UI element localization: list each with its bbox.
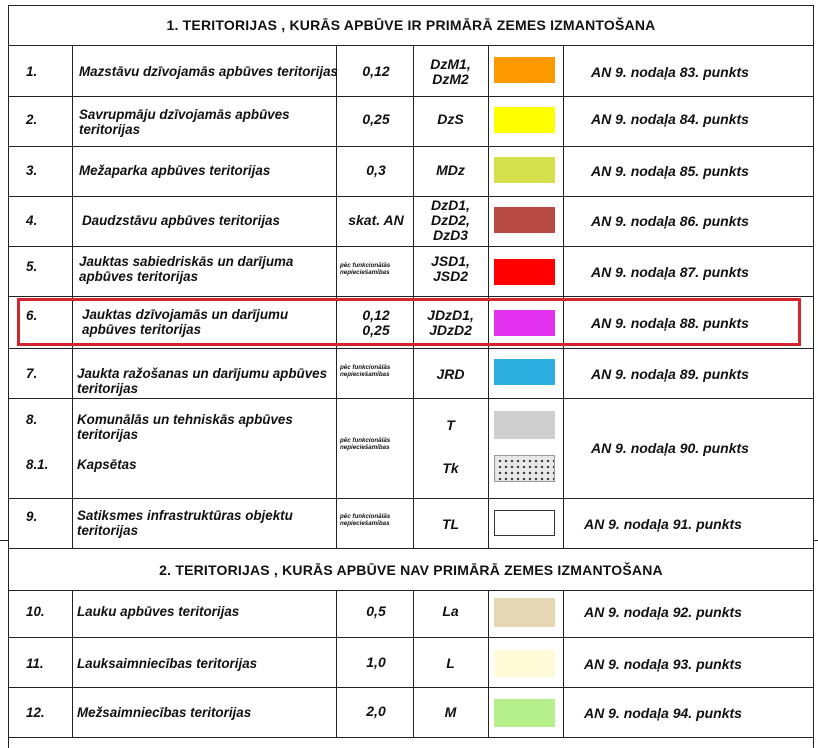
column-divider	[336, 45, 337, 548]
margin-stub	[0, 540, 8, 541]
zone-name: Lauku apbūves teritorijas	[77, 604, 240, 619]
rule	[8, 348, 814, 349]
rule	[8, 45, 814, 46]
row-highlight-box	[17, 298, 801, 346]
zone-code: MDz	[436, 162, 465, 178]
density-note: pēc funkcionālās nepieciešamības	[340, 262, 391, 276]
margin-stub	[814, 540, 818, 541]
row-number: 3.	[26, 163, 38, 178]
zone-name: Mežsaimniecības teritorijas	[77, 705, 252, 720]
zone-name: Jauktas dzīvojamās un darījumu apbūves teritorijas	[82, 307, 289, 337]
zone-name: Daudzstāvu apbūves teritorijas	[82, 213, 280, 228]
regulation-reference: AN 9. nodaļa 94. punkts	[584, 705, 742, 721]
row-number: 12.	[26, 705, 45, 720]
color-swatch-red	[494, 259, 555, 285]
regulation-reference: AN 9. nodaļa 83. punkts	[591, 64, 749, 80]
column-divider	[563, 45, 564, 548]
rule	[8, 196, 814, 197]
zone-name: Mežaparka apbūves teritorijas	[79, 163, 271, 178]
density-value: skat. AN	[348, 212, 404, 228]
color-swatch-blue	[494, 359, 555, 385]
rule	[8, 246, 814, 247]
zone-code: JDzD1, JDzD2	[427, 307, 474, 338]
zone-code: La	[442, 603, 459, 619]
rule	[8, 398, 814, 399]
color-swatch-white	[494, 510, 555, 536]
regulation-reference: AN 9. nodaļa 86. punkts	[591, 213, 749, 229]
regulation-reference: AN 9. nodaļa 89. punkts	[591, 366, 749, 382]
regulation-reference: AN 9. nodaļa 84. punkts	[591, 111, 749, 127]
regulation-reference: AN 9. nodaļa 88. punkts	[591, 315, 749, 331]
color-swatch-orange	[494, 57, 555, 83]
regulation-reference: AN 9. nodaļa 92. punkts	[584, 604, 742, 620]
zone-code: L	[446, 655, 455, 671]
color-swatch-light-green	[494, 699, 555, 727]
row-number: 5.	[26, 259, 38, 274]
density-value: 0,3	[366, 162, 386, 178]
zone-name: Mazstāvu dzīvojamās apbūves teritorijas	[79, 64, 338, 79]
regulation-reference: AN 9. nodaļa 93. punkts	[584, 656, 742, 672]
row-number: 8.	[26, 412, 38, 427]
regulation-reference: AN 9. nodaļa 91. punkts	[584, 516, 742, 532]
row-number: 7.	[26, 366, 38, 381]
rule	[8, 498, 814, 499]
color-swatch-pale-yellow	[494, 650, 555, 677]
column-divider	[488, 590, 489, 737]
row-number: 8.1.	[26, 457, 49, 472]
rule	[8, 548, 814, 549]
row-number: 2.	[26, 112, 38, 127]
color-swatch-brick-red	[494, 207, 555, 233]
zone-code: DzD1, DzD2, DzD3	[431, 197, 470, 243]
row-number: 11.	[26, 656, 44, 671]
zone-code: JRD	[436, 366, 465, 382]
row-number: 10.	[26, 604, 45, 619]
density-value: 0,12	[362, 63, 390, 79]
row-number: 1.	[26, 64, 38, 79]
rule	[8, 296, 814, 297]
regulation-reference: AN 9. nodaļa 85. punkts	[591, 163, 749, 179]
column-divider	[72, 590, 73, 737]
density-value: 0,25	[362, 111, 390, 127]
color-swatch-yellow-green	[494, 157, 555, 183]
column-divider	[488, 45, 489, 548]
zone-code: T	[446, 417, 455, 433]
rule	[8, 637, 814, 638]
regulation-reference: AN 9. nodaļa 90. punkts	[591, 440, 749, 456]
row-number: 9.	[26, 509, 38, 524]
section-1-title: 1. TERITORIJAS , KURĀS APBŪVE IR PRIMĀRĀ ZEMES IZMANTOŠANA	[166, 17, 656, 33]
density-value: 0,12 0,25	[362, 307, 390, 338]
density-note: pēc funkcionālās nepieciešamības	[340, 513, 391, 527]
color-swatch-grey	[494, 411, 555, 439]
column-divider	[72, 45, 73, 548]
zone-name: Jauktas sabiedriskās un darījuma apbūves teritorijas	[79, 254, 294, 284]
density-value: 0,5	[366, 603, 386, 619]
zone-name: Komunālās un tehniskās apbūves teritorijas	[77, 412, 293, 442]
section-2-title: 2. TERITORIJAS , KURĀS APBŪVE NAV PRIMĀRĀ ZEMES IZMANTOŠANA	[159, 562, 663, 578]
color-swatch-beige	[494, 598, 555, 627]
zone-code: Tk	[442, 460, 459, 476]
rule	[8, 737, 814, 738]
zone-name: Satiksmes infrastruktūras objektu teritorijas	[77, 508, 293, 538]
density-note: pēc funkcionālās nepieciešamības	[340, 437, 391, 451]
row-number: 6.	[26, 308, 38, 323]
zone-code: DzM1, DzM2	[430, 56, 471, 87]
rule	[8, 96, 814, 97]
rule	[8, 146, 814, 147]
zone-code: JSD1, JSD2	[431, 253, 470, 284]
regulation-reference: AN 9. nodaļa 87. punkts	[591, 264, 749, 280]
zone-code: TL	[441, 516, 460, 532]
rule	[8, 687, 814, 688]
zone-name: Kapsētas	[77, 457, 137, 472]
density-note: pēc funkcionālās nepieciešamības	[340, 364, 391, 378]
row-number: 4.	[26, 213, 38, 228]
zone-code: M	[444, 704, 457, 720]
rule	[8, 590, 814, 591]
color-swatch-yellow	[494, 107, 555, 133]
density-value: 1,0	[366, 654, 386, 670]
zone-code: DzS	[437, 111, 464, 127]
dotted-pattern-swatch	[494, 455, 555, 482]
zone-name: Savrupmāju dzīvojamās apbūves teritorijas	[79, 107, 290, 137]
zone-name: Lauksaimniecības teritorijas	[77, 656, 258, 671]
density-value: 2,0	[366, 703, 386, 719]
zone-name: Jaukta ražošanas un darījumu apbūves teritorijas	[77, 366, 328, 396]
